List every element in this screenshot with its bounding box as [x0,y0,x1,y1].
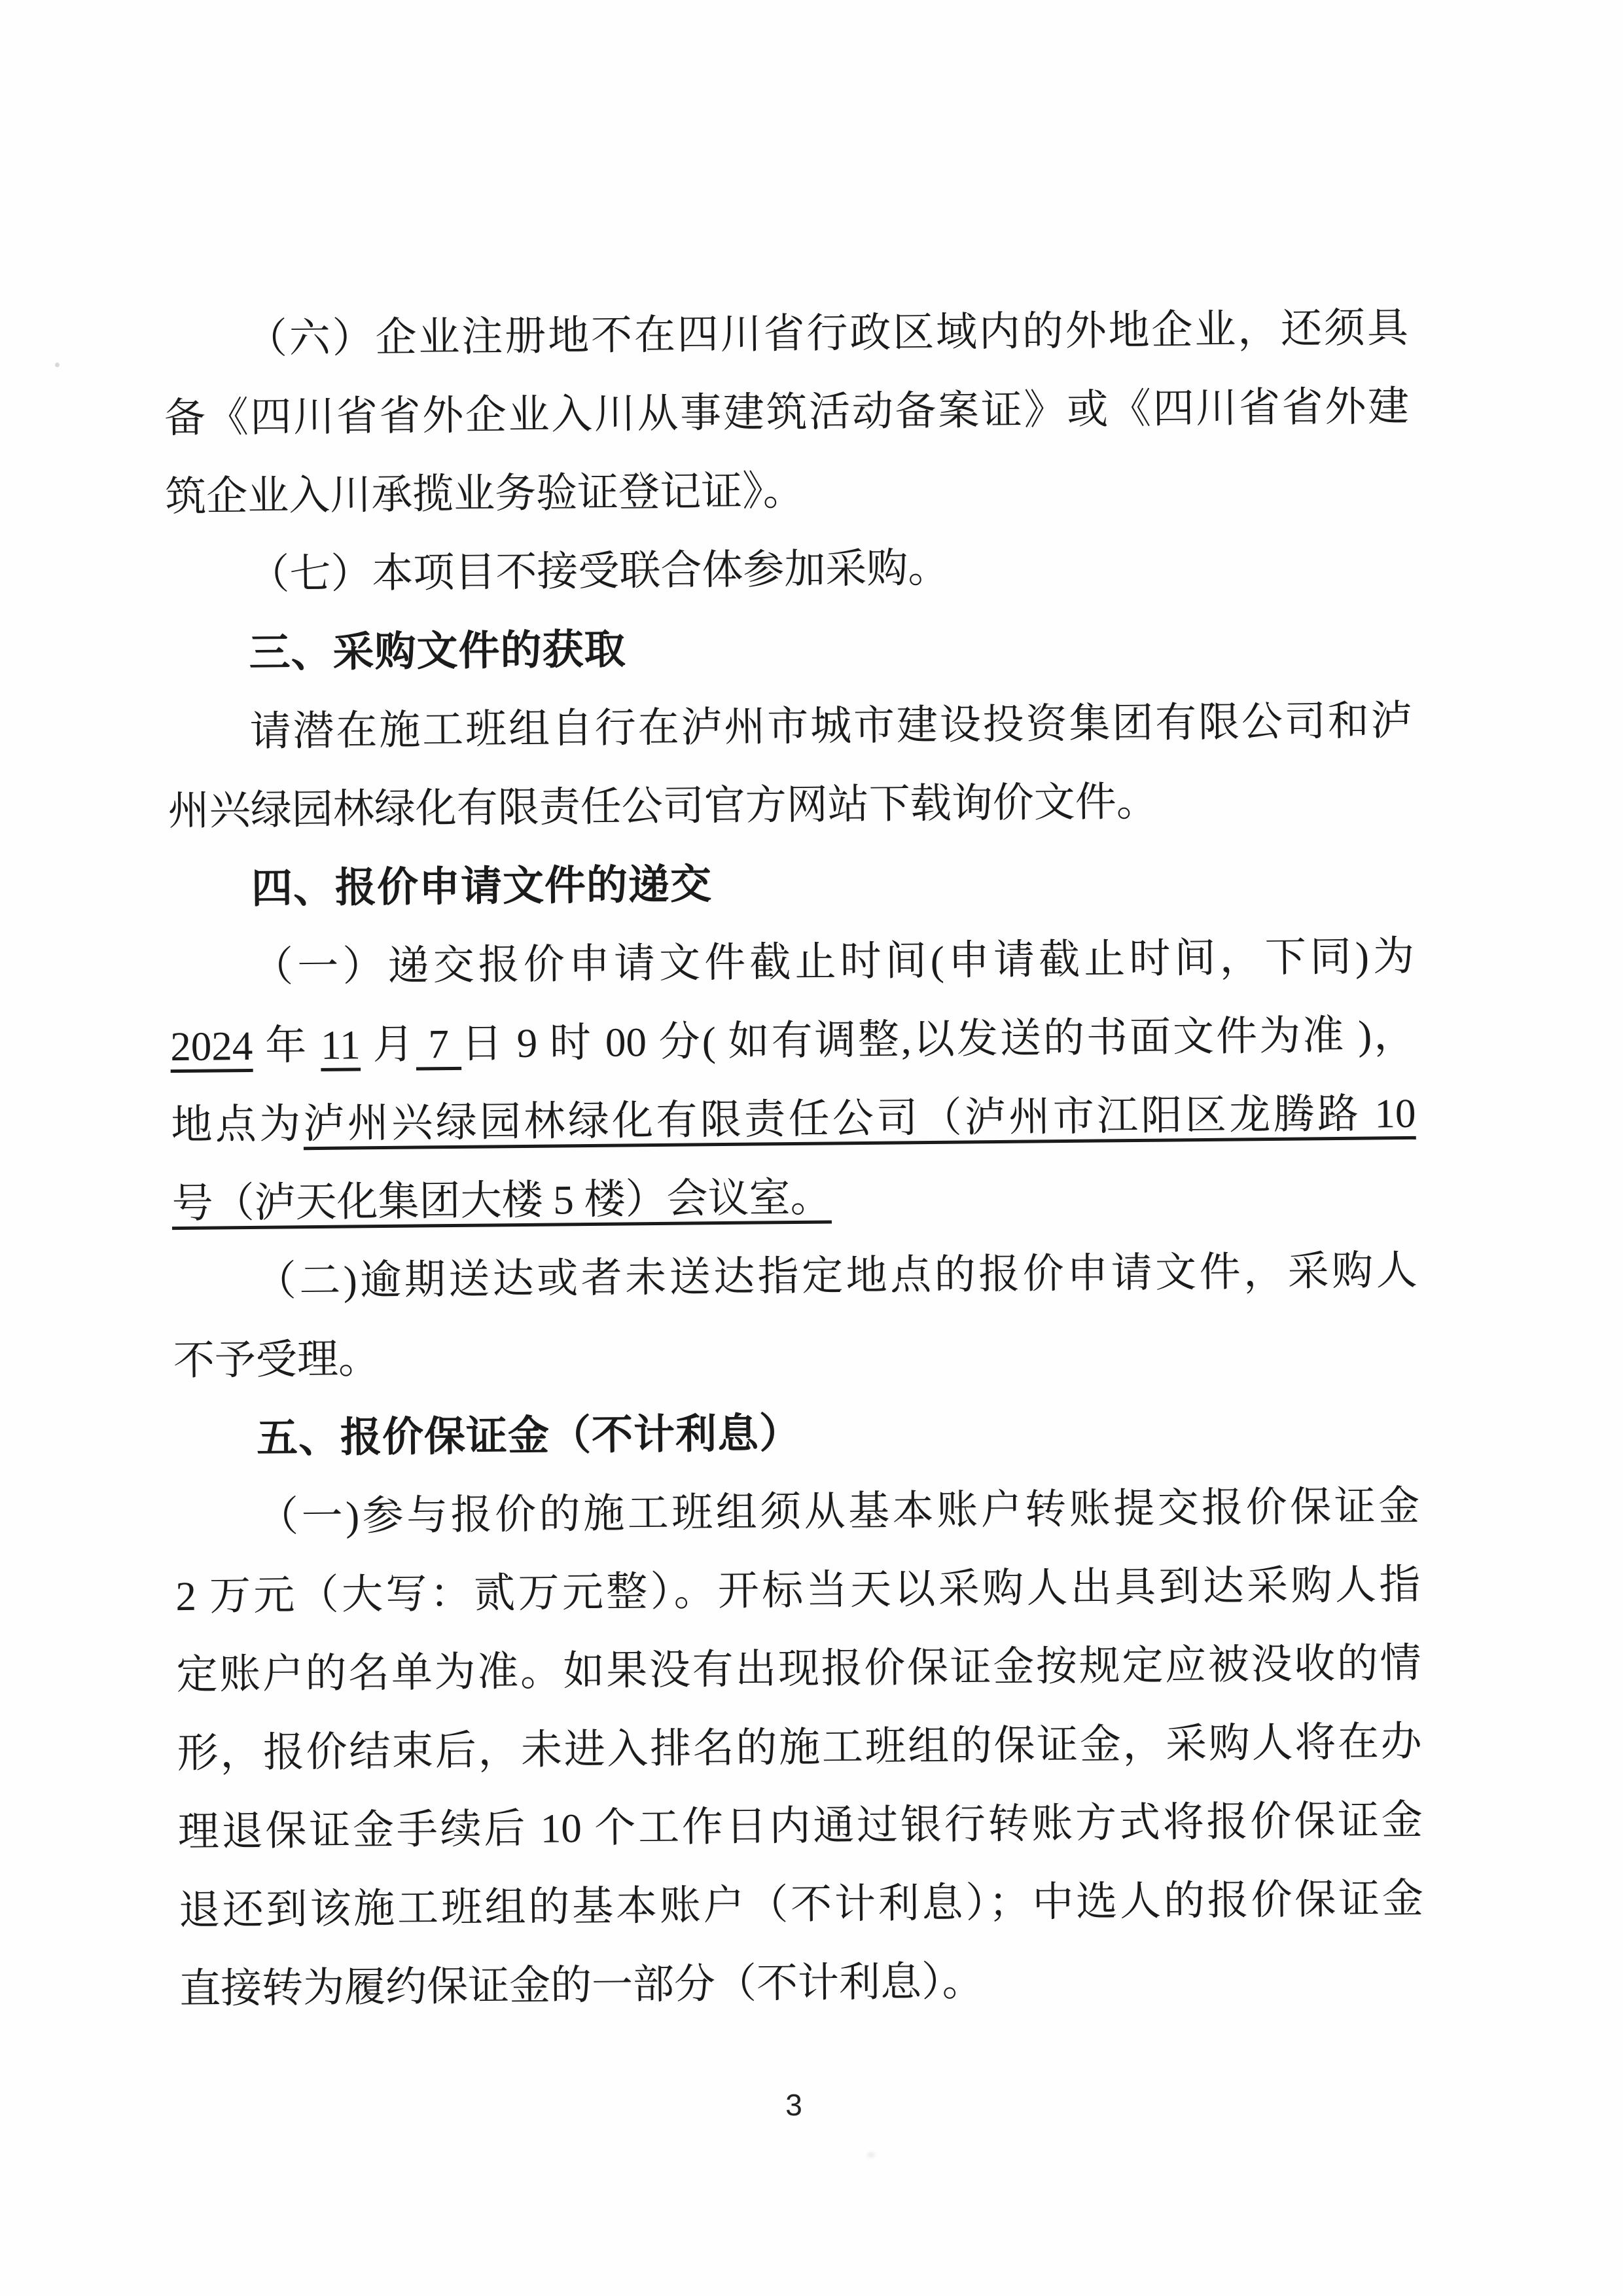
text-line [171,1074,1416,1164]
underlined-text: 7 [416,1020,462,1067]
text-line [170,996,1416,1086]
text-line [171,1153,1417,1243]
text-segment: （二)逾期送达或者未送达指定地点的报价申请文件，采购人 [255,1247,1418,1304]
text-segment: （一）递交报价申请文件截止时间(申请截止时间，下同)为 [251,933,1415,990]
text-line [175,1467,1420,1557]
text-segment: 定账户的名单为准。如果没有出现报价保证金按规定应被没收的情 [176,1640,1421,1698]
underlined-text: 号（泸天化集团大楼 5 楼）会议室。 [171,1174,832,1227]
underlined-text: 泸州兴绿园林绿化有限责任公司（泸州市江阳区龙腾路 10 [303,1090,1416,1147]
text-line [179,1938,1425,2028]
text-segment: 2 万元（大写：贰万元整）。开标当天以采购人出具到达采购人指 [175,1561,1421,1620]
text-segment: 理退保证金手续后 10 个工作日内通过银行转账方式将报价保证金 [177,1797,1423,1856]
text-line [164,367,1410,457]
text-segment: 三、采购文件的获取 [249,626,626,676]
text-segment: 地点为 [171,1101,304,1149]
text-line [166,524,1411,615]
text-segment: 不予受理。 [173,1336,380,1384]
text-line [173,1310,1418,1400]
text-line [177,1702,1422,1793]
text-segment: 月 [360,1021,416,1068]
text-segment: （七）本项目不接受联合体参加采购。 [248,545,950,598]
underlined-text: 2024 [169,1022,253,1070]
text-segment: 备《四川省省外企业入川从事建筑活动备案证》或《四川省省外建 [164,383,1410,442]
scan-speck [867,2152,875,2158]
text-segment: （六）企业注册地不在四川省行政区域内的外地企业，还须具 [245,304,1409,362]
text-line [169,917,1415,1007]
text-segment: 直接转为履约保证金的一部分（不计利息）。 [179,1958,984,2013]
text-line [175,1545,1421,1636]
text-segment: 形，报价结束后，未进入排名的施工班组的保证金，采购人将在办 [177,1718,1422,1777]
section-heading [173,1388,1419,1479]
text-line [168,760,1413,850]
text-segment: （一)参与报价的施工班组须从基本账户转账提交报价保证金 [257,1482,1420,1540]
text-segment: 退还到该施工班组的基本账户（不计利息）；中选人的报价保证金 [178,1875,1424,1934]
text-segment: 五、报价保证金（不计利息） [256,1410,802,1462]
text-segment: 州兴绿园林绿化有限责任公司官方网站下载询价文件。 [168,778,1158,834]
text-line [178,1859,1423,1950]
section-heading [168,838,1414,929]
text-line [167,681,1412,772]
text-segment: 请潜在施工班组自行在泸州市城市建设投资集团有限公司和泸 [249,697,1412,755]
text-segment: 年 [252,1022,321,1069]
underlined-text: 11 [320,1022,361,1068]
scan-speck [55,363,60,367]
text-segment: 日 9 时 00 分( 如有调整,以发送的书面文件为准 )， [461,1011,1416,1067]
text-line [177,1781,1423,1871]
document-body [163,289,1424,2028]
text-line [172,1231,1418,1321]
section-heading [166,603,1412,693]
text-segment: 四、报价申请文件的递交 [251,861,713,912]
page-number: 3 [785,2088,802,2122]
text-line [163,289,1408,379]
text-segment: 筑企业入川承揽业务验证登记证》。 [164,467,805,520]
text-line [165,446,1410,536]
text-line [176,1624,1421,1714]
